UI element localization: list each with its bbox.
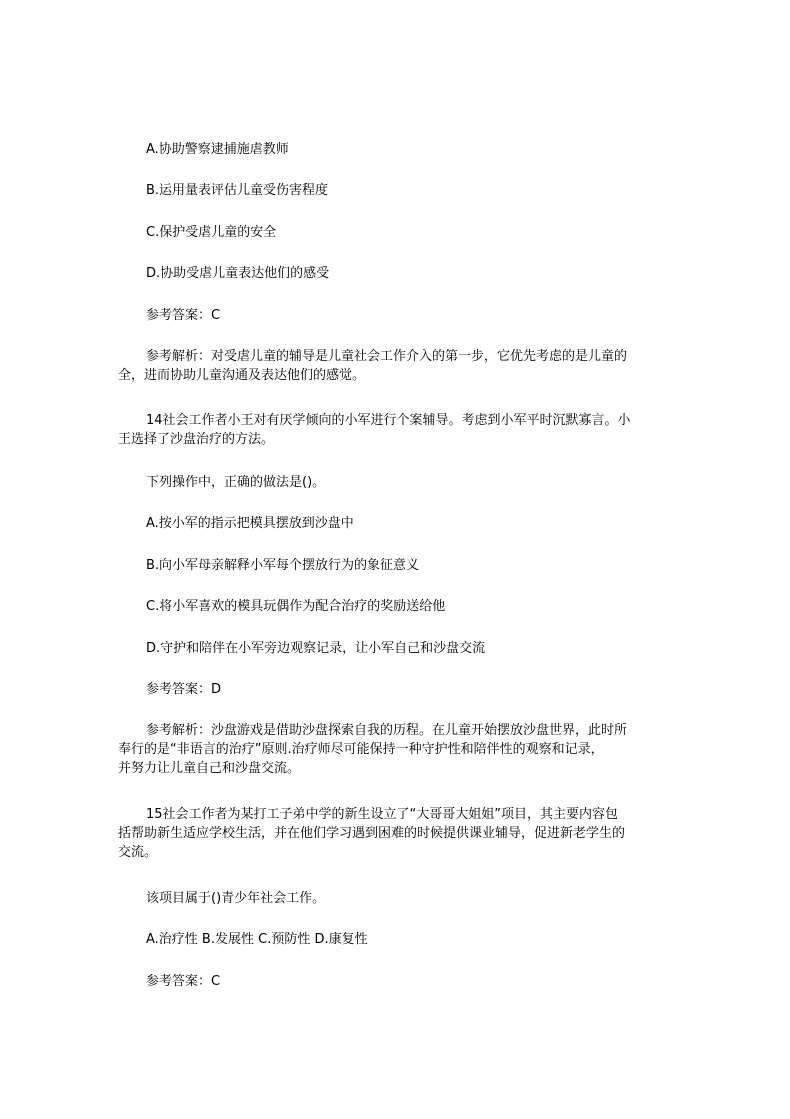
q15-stem: [118, 805, 670, 862]
q14-stem-line-1: 14社会工作者小王对有厌学倾向的小军进行个案辅导。考虑到小军平时沉默寡言。小: [146, 413, 631, 428]
q14-option-b: B.向小军母亲解释小军每个摆放行为的象征意义: [146, 558, 420, 573]
q13-analysis: [118, 347, 670, 385]
q15-stem-line-2: 括帮助新生适应学校生活，并在他们学习遇到困难的时候提供课业辅导，促进新老学生的: [118, 826, 626, 841]
q13-answer: 参考答案：C: [146, 308, 221, 323]
q14-analysis: [118, 721, 670, 778]
q15-options: A.治疗性 B.发展性 C.预防性 D.康复性: [146, 932, 368, 947]
q14-option-a: A.按小军的指示把模具摆放到沙盘中: [146, 516, 354, 531]
q14-option-c: C.将小军喜欢的模具玩偶作为配合治疗的奖励送给他: [146, 599, 446, 614]
q14-answer: 参考答案：D: [146, 682, 222, 697]
q15-stem-line-1: 15社会工作者为某打工子弟中学的新生设立了“大哥哥大姐姐”项目，其主要内容包: [146, 807, 619, 822]
q14-stem-line-2: 王选择了沙盘治疗的方法。: [118, 432, 275, 447]
q13-analysis-line-2: 全，进而协助儿童沟通及表达他们的感觉。: [118, 368, 366, 383]
q13-option-b: B.运用量表评估儿童受伤害程度: [146, 183, 329, 198]
q13-option-a: A.协助警察逮捕施虐教师: [146, 142, 289, 157]
q13-option-c: C.保护受虐儿童的安全: [146, 225, 277, 240]
q15-question: 该项目属于()青少年社会工作。: [146, 891, 326, 906]
q14-analysis-line-1: 参考解析：沙盘游戏是借助沙盘探索自我的历程。在儿童开始摆放沙盘世界，此时所: [146, 723, 628, 738]
q15-stem-line-3: 交流。: [118, 845, 158, 860]
q15-answer: 参考答案：C: [146, 974, 221, 989]
q14-question: 下列操作中，正确的做法是()。: [146, 475, 326, 490]
q14-option-d: D.守护和陪伴在小军旁边观察记录，让小军自己和沙盘交流: [146, 641, 486, 656]
q14-analysis-line-2: 奉行的是“非语言的治疗”原则.治疗师尽可能保持一种守护性和陪伴性的观察和记录，: [118, 742, 604, 757]
q14-stem: [118, 411, 670, 449]
q13-option-d: D.协助受虐儿童表达他们的感受: [146, 266, 330, 281]
q14-analysis-line-3: 并努力让儿童自己和沙盘交流。: [118, 761, 301, 776]
q13-analysis-line-1: 参考解析：对受虐儿童的辅导是儿童社会工作介入的第一步，它优先考虑的是儿童的: [146, 349, 628, 364]
